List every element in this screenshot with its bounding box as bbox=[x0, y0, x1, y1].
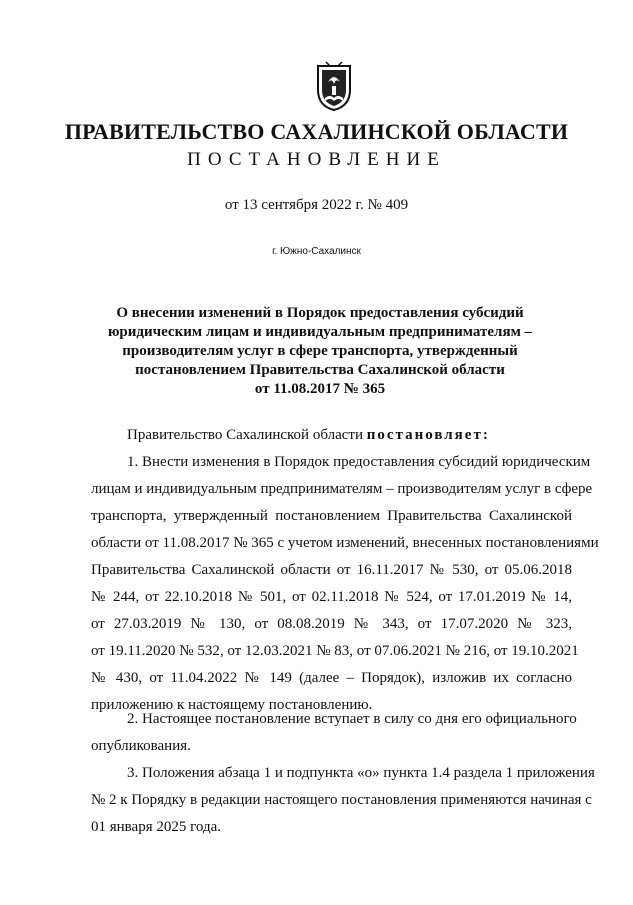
paragraph-1-line: 1. Внести изменения в Порядок предоставления субсидий юридическим bbox=[127, 454, 591, 470]
intro-decree-word: постановляет: bbox=[366, 427, 490, 443]
subject-line: от 11.08.2017 № 365 bbox=[254, 381, 386, 397]
sakhalin-coat-of-arms-icon bbox=[314, 60, 354, 112]
paragraph-1-line: Правительства Сахалинской области от 16.11.2017 № 530, от 05.06.2018 bbox=[91, 562, 572, 578]
paragraph-2 bbox=[91, 706, 577, 760]
paragraph-1-line: от 27.03.2019 № 130, от 08.08.2019 № 343, от 17.07.2020 № 323, bbox=[91, 616, 572, 632]
paragraph-3-line: 3. Положения абзаца 1 и подпункта «о» пункта 1.4 раздела 1 приложения bbox=[127, 765, 595, 781]
document-type: ПОСТАНОВЛЕНИЕ bbox=[187, 149, 446, 170]
document-city: г. Южно-Сахалинск bbox=[272, 246, 361, 257]
paragraph-3-line: № 2 к Порядку в редакции настоящего постановления применяются начиная с bbox=[91, 792, 592, 808]
paragraph-3 bbox=[91, 760, 595, 841]
intro-paragraph bbox=[127, 422, 572, 449]
paragraph-1-line: № 430, от 11.04.2022 № 149 (далее – Порядок), изложив их согласно bbox=[91, 670, 572, 686]
intro-prefix: Правительство Сахалинской области bbox=[127, 427, 367, 443]
paragraph-1-line: от 19.11.2020 № 532, от 12.03.2021 № 83, от 07.06.2021 № 216, от 19.10.2021 bbox=[91, 643, 579, 659]
paragraph-1-line: транспорта, утвержденный постановлением Правительства Сахалинской bbox=[91, 508, 572, 524]
document-date-number: от 13 сентября 2022 г. № 409 bbox=[224, 197, 409, 213]
government-title: ПРАВИТЕЛЬСТВО САХАЛИНСКОЙ ОБЛАСТИ bbox=[64, 119, 569, 144]
paragraph-2-line: 2. Настоящее постановление вступает в силу со дня его официального bbox=[127, 711, 577, 727]
document-subject bbox=[90, 304, 550, 399]
paragraph-1-line: лицам и индивидуальным предпринимателям – производителям услуг в сфере bbox=[91, 481, 593, 497]
paragraph-1-line: № 244, от 22.10.2018 № 501, от 02.11.2018 № 524, от 17.01.2019 № 14, bbox=[91, 589, 572, 605]
subject-line: юридическим лицам и индивидуальным предпринимателям – bbox=[107, 324, 533, 340]
paragraph-3-line: 01 января 2025 года. bbox=[91, 819, 222, 835]
subject-line: О внесении изменений в Порядок предоставления субсидий bbox=[116, 305, 524, 321]
subject-line: производителям услуг в сфере транспорта, утвержденный bbox=[122, 343, 518, 359]
paragraph-1-line: области от 11.08.2017 № 365 с учетом изменений, внесенных постановлениями bbox=[91, 535, 599, 551]
paragraph-2-line: опубликования. bbox=[91, 738, 191, 754]
paragraph-1-line: приложению к настоящему постановлению. bbox=[91, 697, 373, 713]
subject-line: постановлением Правительства Сахалинской области bbox=[135, 362, 505, 378]
